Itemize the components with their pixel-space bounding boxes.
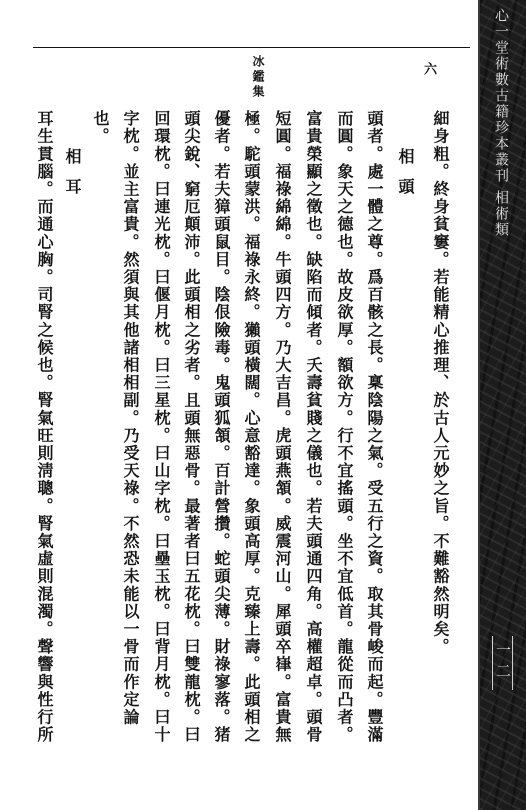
text-column: 頭尖銳、窮厄顛沛。此頭相之劣者。且頭無惡骨。最著者曰五花枕。曰雙龍枕。曰 [182,110,201,744]
text-column: 細身粗。終身貧窶。若能精心推理、於古人元妙之旨。不難豁然明矣。 [431,110,450,656]
series-title: 心一堂術數古籍珍本叢刊 [493,8,509,184]
text-column: 字枕。並主富貴。然須與其他諸相相副。乃受天祿。不然恐未能以一骨而作定論 [121,110,140,726]
text-column: 頭者。處一體之尊。爲百骸之長。稟陰陽之氣。受五行之資。取其骨峻而起。豐滿 [365,110,384,744]
page-number: 六 [421,62,436,75]
side-band [478,0,526,810]
folio-number: 一二 [492,636,513,690]
text-column: 也。 [91,110,110,146]
running-head-title: 冰鑑集 [251,55,265,100]
text-column: 短圓。福祿綿綿。牛頭四方。乃大吉昌。虎頭燕頷。威震河山。犀頭卒嵂。富貴無 [273,110,292,744]
text-column: 優者。若夫獐頭鼠目。陰佷險毒。鬼頭狐頷。百計營攢。蛇頭尖薄。財祿寥落。猪 [212,110,231,744]
series-category: 相術類 [493,190,509,238]
text-column: 耳生貫腦。而通心胸。司腎之候也。腎氣旺則淸聰。腎氣虛則混濁。聲響與性行所 [35,110,54,744]
text-column: 回環枕。曰連光枕。曰偃月枕。曰三星枕。曰山字枕。曰壘玉枕。曰背月枕。曰十 [152,110,171,744]
header-rule [33,47,470,48]
section-heading: 相頭 [396,148,415,208]
text-column: 而圓。象天之德也。故皮欲厚。額欲方。行不宜搖頭。坐不宜低首。龍從而凸者。 [335,110,354,744]
text-column: 極。駝頭蒙洪。福祿永終。獺頭橫闊。心意豁達。象頭高厚。克臻上壽。此頭相之 [242,110,261,744]
text-column: 富貴榮顯之徵也。缺陷而傾者。夭壽貧賤之儀也。若夫頭通四角。高權超卓。頭骨 [304,110,323,744]
section-heading: 相耳 [63,148,82,208]
